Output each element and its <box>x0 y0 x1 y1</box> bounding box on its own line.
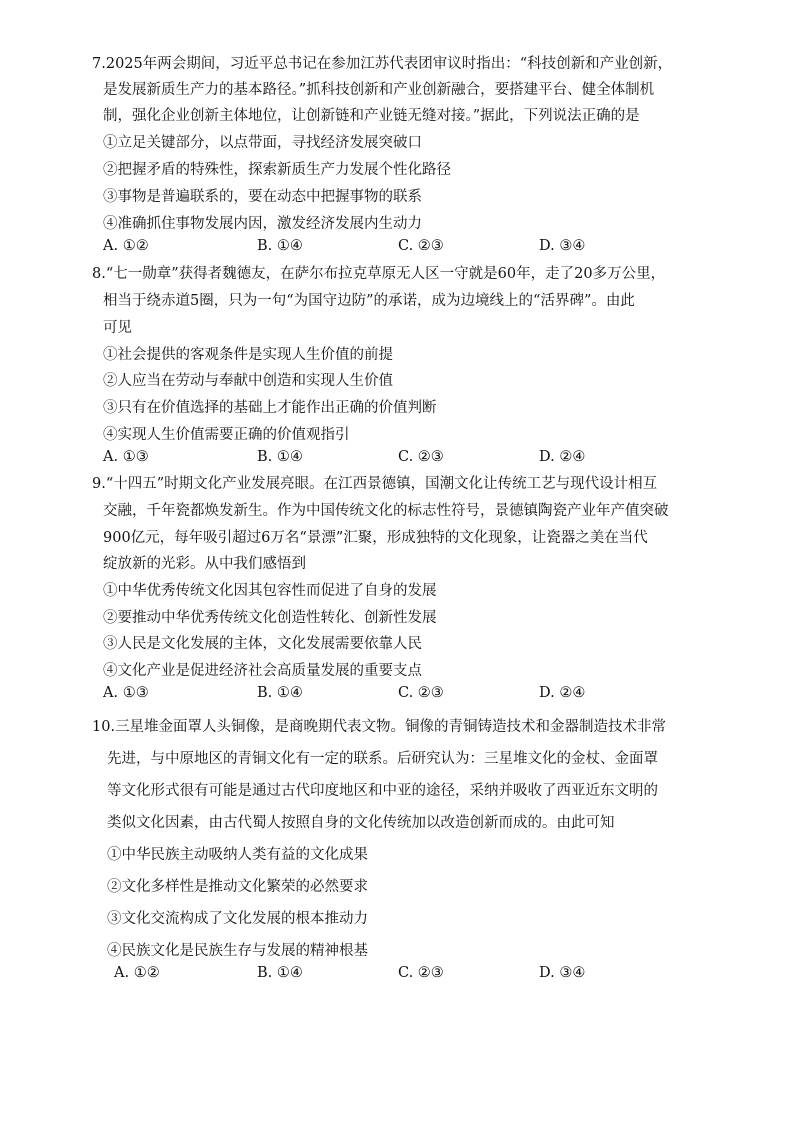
statement: ①中华优秀传统文化因其包容性而促进了自身的发展 <box>103 583 437 599</box>
question-number: 8. <box>92 266 106 282</box>
question-8-line-2: 相当于绕赤道5圈，只为一句“为国守边防”的承诺，成为边境线上的“活界碑”。由此 <box>103 293 635 309</box>
question-7-line-3: 制，强化企业创新主体地位，让创新链和产业链无缝对接。”据此，下列说法正确的是 <box>103 108 640 124</box>
choice-d[interactable]: D. ②④ <box>539 449 586 465</box>
question-9-line-4: 绽放新的光彩。从中我们感悟到 <box>103 556 306 572</box>
choice-c[interactable]: C. ②③ <box>398 965 444 981</box>
choice-c[interactable]: C. ②③ <box>398 685 444 701</box>
choice-a[interactable]: A. ①③ <box>103 685 149 701</box>
statement: ①社会提供的客观条件是实现人生价值的前提 <box>103 347 393 363</box>
statement: ③人民是文化发展的主体，文化发展需要依靠人民 <box>103 636 422 652</box>
statement: ④文化产业是促进经济社会高质量发展的重要支点 <box>103 663 422 679</box>
choice-b[interactable]: B. ①④ <box>257 965 303 981</box>
statement: ④实现人生价值需要正确的价值观指引 <box>103 427 350 443</box>
question-10-line-4: 类似文化因素，由古代蜀人按照自身的文化传统加以改造创新而成的。由此可知 <box>107 815 615 831</box>
statement: ②人应当在劳动与奉献中创造和实现人生价值 <box>103 373 393 389</box>
statement: ②文化多样性是推动文化繁荣的必然要求 <box>107 879 368 895</box>
choice-a[interactable]: A. ①② <box>114 965 160 981</box>
choice-a[interactable]: A. ①③ <box>103 449 149 465</box>
question-7-line-1: 7.2025年两会期间，习近平总书记在参加江苏代表团审议时指出：“科技创新和产业创新， <box>92 56 673 72</box>
question-9-line-2: 交融，千年瓷都焕发新生。作为中国传统文化的标志性符号，景德镇陶瓷产业年产值突破 <box>103 503 669 519</box>
question-8-line-3: 可见 <box>103 320 132 336</box>
statement: ①中华民族主动吸纳人类有益的文化成果 <box>107 847 368 863</box>
statement: ①立足关键部分，以点带面，寻找经济发展突破口 <box>103 135 422 151</box>
statement: ②要推动中华优秀传统文化创造性转化、创新性发展 <box>103 610 437 626</box>
question-9-line-1: 9.“十四五”时期文化产业发展亮眼。在江西景德镇，国潮文化让传统工艺与现代设计相互 <box>92 476 658 492</box>
choice-b[interactable]: B. ①④ <box>257 685 303 701</box>
statement: ④民族文化是民族生存与发展的精神根基 <box>107 943 368 959</box>
statement: ②把握矛盾的特殊性，探索新质生产力发展个性化路径 <box>103 162 451 178</box>
question-8-line-1: 8.“七一勋章”获得者魏德友，在萨尔布拉克草原无人区一守就是60年，走了20多万公里， <box>92 266 666 282</box>
question-10-line-3: 等文化形式很有可能是通过古代印度地区和中亚的途径，采纳并吸收了西亚近东文明的 <box>107 783 658 799</box>
choice-d[interactable]: D. ③④ <box>539 238 586 254</box>
question-7-line-2: 是发展新质生产力的基本路径。”抓科技创新和产业创新融合，要搭建平台、健全体制机 <box>103 82 655 98</box>
question-10-line-1: 10.三星堆金面罩人头铜像，是商晚期代表文物。铜像的青铜铸造技术和金器制造技术非常 <box>92 719 667 735</box>
choice-b[interactable]: B. ①④ <box>257 238 303 254</box>
statement: ③文化交流构成了文化发展的根本推动力 <box>107 911 368 927</box>
question-number: 9. <box>92 476 106 492</box>
statement: ③只有在价值选择的基础上才能作出正确的价值判断 <box>103 400 437 416</box>
choice-d[interactable]: D. ②④ <box>539 685 586 701</box>
statement: ④准确抓住事物发展内因，激发经济发展内生动力 <box>103 216 422 232</box>
question-10-line-2: 先进，与中原地区的青铜文化有一定的联系。后研究认为：三星堆文化的金杖、金面罩 <box>107 751 658 767</box>
question-number: 7. <box>92 56 106 72</box>
choice-c[interactable]: C. ②③ <box>398 449 444 465</box>
choice-c[interactable]: C. ②③ <box>398 238 444 254</box>
question-9-line-3: 900亿元，每年吸引超过6万名“景漂”汇聚，形成独特的文化现象，让瓷器之美在当代 <box>103 530 648 546</box>
statement: ③事物是普遍联系的，要在动态中把握事物的联系 <box>103 189 422 205</box>
choice-a[interactable]: A. ①② <box>103 238 149 254</box>
choice-d[interactable]: D. ③④ <box>539 965 586 981</box>
choice-b[interactable]: B. ①④ <box>257 449 303 465</box>
question-number: 10. <box>92 719 116 735</box>
